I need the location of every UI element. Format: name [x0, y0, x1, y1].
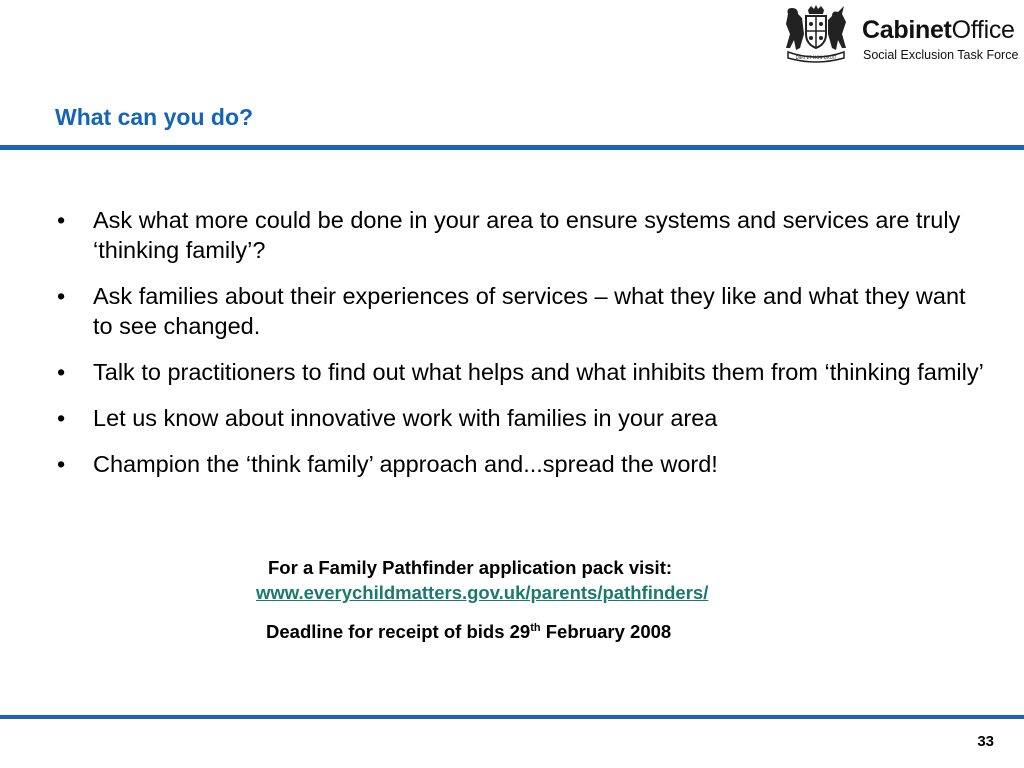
- deadline-prefix: Deadline for receipt of bids 29: [266, 621, 531, 642]
- svg-text:DIEU ET MON DROIT: DIEU ET MON DROIT: [795, 55, 837, 60]
- bullet-icon: •: [57, 451, 66, 477]
- deadline-suffix: February 2008: [540, 621, 672, 642]
- brand-name: [862, 16, 1015, 44]
- list-item: [55, 357, 985, 387]
- list-item: [55, 449, 985, 479]
- list-item: [55, 205, 985, 265]
- cabinet-office-logo: [782, 4, 1022, 68]
- bullet-text: Champion the ‘think family’ approach and...spread the word!: [93, 451, 718, 477]
- bullet-icon: •: [57, 283, 66, 309]
- footer-divider: [0, 715, 1024, 719]
- bullet-text: Talk to practitioners to find out what helps and what inhibits them from ‘thinking family’: [93, 359, 984, 385]
- brand-subtitle: Social Exclusion Task Force: [863, 48, 1019, 62]
- slide-title: What can you do?: [55, 104, 254, 130]
- bullet-list: [55, 205, 985, 495]
- application-pack-note: For a Family Pathfinder application pack visit:: [268, 557, 673, 578]
- royal-crest-icon: [782, 4, 850, 66]
- list-item: [55, 403, 985, 433]
- brand-name-bold: Cabinet: [862, 16, 952, 44]
- deadline-superscript: th: [530, 622, 541, 634]
- bullet-icon: •: [57, 359, 66, 385]
- bullet-text: Ask what more could be done in your area to ensure systems and services are truly ‘thinking family’?: [93, 207, 961, 263]
- bullet-icon: •: [57, 207, 66, 233]
- bullet-text: Ask families about their experiences of services – what they like and what they want to see changed.: [93, 283, 966, 339]
- list-item: [55, 281, 985, 341]
- brand-name-regular: Office: [951, 16, 1015, 44]
- bullet-icon: •: [57, 405, 66, 431]
- page-number: 33: [977, 733, 994, 750]
- title-divider: [0, 145, 1024, 150]
- bullet-text: Let us know about innovative work with families in your area: [93, 405, 718, 431]
- pathfinders-link[interactable]: www.everychildmatters.gov.uk/parents/pathfinders/: [256, 582, 709, 603]
- deadline-note: [266, 621, 671, 643]
